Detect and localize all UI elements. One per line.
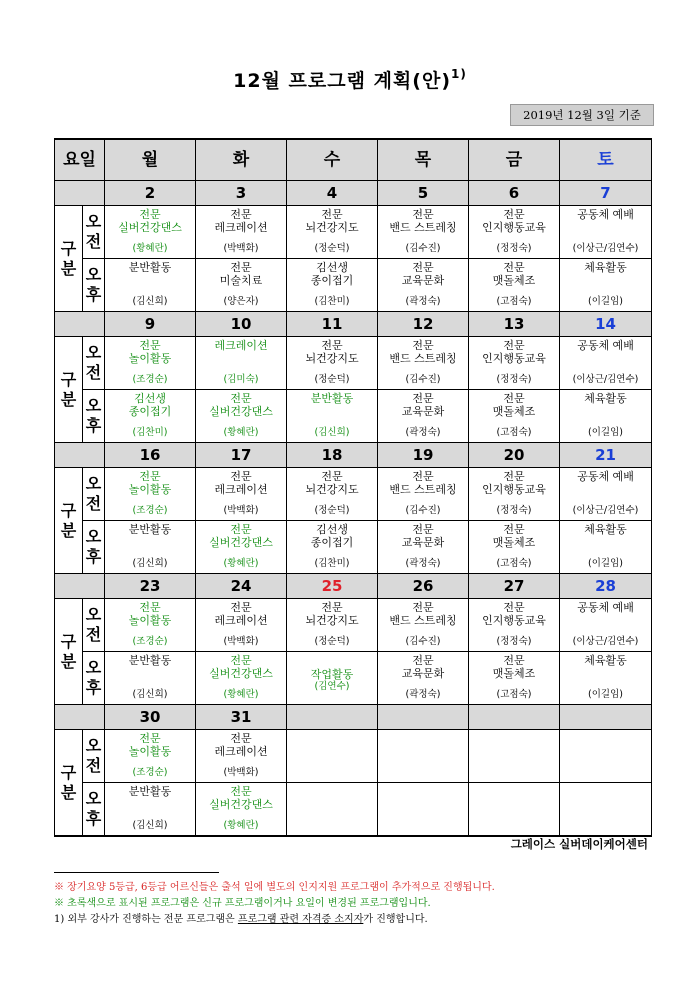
program-name: 전문 놀이활동 xyxy=(128,339,172,365)
instructor-name: (조경순) xyxy=(132,767,168,778)
instructor-name: (김신희) xyxy=(132,689,168,700)
program-cell xyxy=(469,521,560,574)
program-cell xyxy=(469,652,560,705)
instructor-name: (박백화) xyxy=(223,636,259,647)
date-cell: 21 xyxy=(560,443,652,468)
instructor-name: (김연수) xyxy=(314,681,350,692)
program-name xyxy=(287,783,377,785)
program-name: 전문 미술치료 xyxy=(219,261,263,287)
note-green: ※ 초록색으로 표시된 프로그램은 신규 프로그램이거나 요일이 변경된 프로그램입니다. xyxy=(54,898,431,909)
instructor-name: (조경순) xyxy=(132,374,168,385)
program-cell xyxy=(560,783,652,837)
program-cell xyxy=(196,390,287,443)
program-name: 체육활동 xyxy=(584,654,627,667)
page-title: 12월 프로그램 계획(안)$^{1)}$ xyxy=(233,66,467,92)
date-cell: 17 xyxy=(196,443,287,468)
program-name: 전문 놀이활동 xyxy=(128,601,172,627)
program-name: 체육활동 xyxy=(584,523,627,536)
program-name: 전문 레크레이션 xyxy=(214,601,268,627)
date-cell xyxy=(469,705,560,730)
slot-row-am xyxy=(55,599,652,652)
date-cell: 31 xyxy=(196,705,287,730)
program-cell xyxy=(287,730,378,783)
date-row-spacer xyxy=(55,181,105,206)
program-name: 김선생 종이접기 xyxy=(310,523,354,549)
instructor-name: (황혜란) xyxy=(223,558,259,569)
program-cell xyxy=(287,468,378,521)
instructor-name: (정순덕) xyxy=(314,243,350,254)
program-cell xyxy=(105,468,196,521)
program-cell xyxy=(560,206,652,259)
period-label-pm: 오 후 xyxy=(83,390,105,443)
slot-row-pm xyxy=(55,783,652,837)
program-cell xyxy=(560,337,652,390)
instructor-name: (양은자) xyxy=(223,296,259,307)
program-cell xyxy=(105,652,196,705)
program-name xyxy=(469,783,559,785)
program-name: 레크레이션 xyxy=(214,339,268,352)
instructor-name: (황혜란) xyxy=(223,427,259,438)
instructor-name: (고점숙) xyxy=(496,427,532,438)
program-name: 전문 교육문화 xyxy=(401,261,445,287)
instructor-name: (정정숙) xyxy=(496,243,532,254)
program-cell xyxy=(378,390,469,443)
footnote-divider xyxy=(54,872,219,873)
date-cell: 23 xyxy=(105,574,196,599)
program-name: 전문 인지행동교육 xyxy=(482,470,546,496)
week-date-row xyxy=(55,705,652,730)
program-name: 전문 밴드 스트레칭 xyxy=(389,470,457,496)
program-cell xyxy=(469,730,560,783)
period-label-pm: 오 후 xyxy=(83,783,105,837)
program-name: 전문 교육문화 xyxy=(401,392,445,418)
date-cell xyxy=(560,705,652,730)
slot-row-am xyxy=(55,206,652,259)
gubun-label: 구 분 xyxy=(55,730,83,837)
period-label-am: 오 전 xyxy=(83,730,105,783)
program-cell xyxy=(196,730,287,783)
program-cell xyxy=(196,337,287,390)
program-name: 분반활동 xyxy=(128,654,172,667)
program-name: 작업활동 xyxy=(310,668,354,681)
instructor-name: (고점숙) xyxy=(496,296,532,307)
day-header: 수 xyxy=(287,139,378,181)
program-cell xyxy=(105,390,196,443)
date-cell: 7 xyxy=(560,181,652,206)
date-cell: 5 xyxy=(378,181,469,206)
date-cell: 14 xyxy=(560,312,652,337)
program-cell xyxy=(378,337,469,390)
date-cell: 18 xyxy=(287,443,378,468)
instructor-name: (박백화) xyxy=(223,243,259,254)
program-name: 전문 실버건강댄스 xyxy=(118,208,182,234)
program-name: 공동체 예배 xyxy=(577,339,634,352)
gubun-label: 구 분 xyxy=(55,599,83,705)
organization-name: 그레이스 실버데이케어센터 xyxy=(510,837,648,851)
program-cell xyxy=(105,259,196,312)
instructor-name: (김수진) xyxy=(405,374,441,385)
program-cell xyxy=(287,259,378,312)
day-header: 토 xyxy=(560,139,652,181)
note-external-instructor: 1) 외부 강사가 진행하는 전문 프로그램은 프로그램 관련 자격증 소지자가 진행합니다. xyxy=(54,914,428,925)
program-cell xyxy=(560,652,652,705)
program-cell xyxy=(560,730,652,783)
slot-row-pm xyxy=(55,390,652,443)
program-cell xyxy=(378,652,469,705)
program-cell xyxy=(469,206,560,259)
program-name: 전문 교육문화 xyxy=(401,523,445,549)
instructor-name: (곽정숙) xyxy=(405,427,441,438)
program-name: 전문 인지행동교육 xyxy=(482,208,546,234)
program-cell xyxy=(196,783,287,837)
program-name: 전문 뇌건강지도 xyxy=(305,601,359,627)
program-cell xyxy=(469,390,560,443)
gubun-label: 구 분 xyxy=(55,337,83,443)
program-name: 전문 레크레이션 xyxy=(214,208,268,234)
program-name: 전문 맷돌체조 xyxy=(492,261,536,287)
day-label-header: 요일 xyxy=(55,139,105,181)
program-cell xyxy=(196,599,287,652)
date-cell: 9 xyxy=(105,312,196,337)
period-label-am: 오 전 xyxy=(83,206,105,259)
instructor-name: (김수진) xyxy=(405,636,441,647)
instructor-name: (이상근/김연수) xyxy=(572,636,639,647)
instructor-name: (이길임) xyxy=(588,427,623,438)
program-name: 공동체 예배 xyxy=(577,601,634,614)
date-cell: 25 xyxy=(287,574,378,599)
period-label-am: 오 전 xyxy=(83,599,105,652)
program-name: 체육활동 xyxy=(584,392,627,405)
program-cell xyxy=(378,206,469,259)
program-cell xyxy=(560,259,652,312)
program-name: 전문 밴드 스트레칭 xyxy=(389,208,457,234)
period-label-pm: 오 후 xyxy=(83,652,105,705)
schedule-table xyxy=(54,138,652,837)
program-name xyxy=(560,783,651,785)
program-name: 전문 뇌건강지도 xyxy=(305,470,359,496)
instructor-name: (곽정숙) xyxy=(405,296,441,307)
gubun-label: 구 분 xyxy=(55,206,83,312)
program-cell xyxy=(378,599,469,652)
instructor-name: (김찬미) xyxy=(132,427,168,438)
instructor-name: (이상근/김연수) xyxy=(572,505,639,516)
week-date-row xyxy=(55,574,652,599)
date-cell: 28 xyxy=(560,574,652,599)
program-name: 전문 맷돌체조 xyxy=(492,523,536,549)
instructor-name: (정정숙) xyxy=(496,374,532,385)
slot-row-am xyxy=(55,468,652,521)
instructor-name: (정순덕) xyxy=(314,505,350,516)
instructor-name: (고점숙) xyxy=(496,558,532,569)
day-header: 금 xyxy=(469,139,560,181)
period-label-pm: 오 후 xyxy=(83,259,105,312)
program-name: 공동체 예배 xyxy=(577,470,634,483)
program-cell xyxy=(287,337,378,390)
title-footnote-marker: 1) xyxy=(451,66,467,81)
instructor-name: (황혜란) xyxy=(132,243,168,254)
note-grade: ※ 장기요양 5등급, 6등급 어르신들은 출석 일에 별도의 인지지원 프로그램이 추가적으로 진행됩니다. xyxy=(54,882,495,893)
program-cell xyxy=(287,599,378,652)
program-cell xyxy=(378,259,469,312)
date-cell: 27 xyxy=(469,574,560,599)
program-name: 분반활동 xyxy=(128,261,172,274)
program-name: 전문 교육문화 xyxy=(401,654,445,680)
date-cell: 20 xyxy=(469,443,560,468)
program-name: 공동체 예배 xyxy=(577,208,634,221)
program-cell xyxy=(196,259,287,312)
date-cell: 16 xyxy=(105,443,196,468)
week-date-row xyxy=(55,443,652,468)
date-cell: 30 xyxy=(105,705,196,730)
program-cell xyxy=(378,468,469,521)
date-cell: 26 xyxy=(378,574,469,599)
program-name: 체육활동 xyxy=(584,261,627,274)
program-name: 전문 뇌건강지도 xyxy=(305,339,359,365)
program-cell xyxy=(469,783,560,837)
instructor-name: (김신희) xyxy=(314,427,350,438)
instructor-name: (고점숙) xyxy=(496,689,532,700)
slot-row-pm xyxy=(55,521,652,574)
program-cell xyxy=(196,652,287,705)
date-cell: 2 xyxy=(105,181,196,206)
date-cell: 4 xyxy=(287,181,378,206)
program-cell xyxy=(287,206,378,259)
program-cell xyxy=(287,783,378,837)
program-name: 전문 인지행동교육 xyxy=(482,601,546,627)
date-row-spacer xyxy=(55,705,105,730)
program-cell xyxy=(287,521,378,574)
program-name: 전문 실버건강댄스 xyxy=(209,523,273,549)
instructor-name: (조경순) xyxy=(132,505,168,516)
program-name xyxy=(560,730,651,732)
program-name: 전문 밴드 스트레칭 xyxy=(389,339,457,365)
day-header: 목 xyxy=(378,139,469,181)
program-name: 전문 실버건강댄스 xyxy=(209,654,273,680)
program-name: 전문 레크레이션 xyxy=(214,470,268,496)
week-date-row xyxy=(55,312,652,337)
program-name: 전문 맷돌체조 xyxy=(492,392,536,418)
program-name: 전문 밴드 스트레칭 xyxy=(389,601,457,627)
gubun-label: 구 분 xyxy=(55,468,83,574)
program-cell xyxy=(105,599,196,652)
date-cell: 3 xyxy=(196,181,287,206)
date-cell: 6 xyxy=(469,181,560,206)
program-cell xyxy=(560,390,652,443)
period-label-am: 오 전 xyxy=(83,468,105,521)
instructor-name: (황혜란) xyxy=(223,820,259,831)
date-row-spacer xyxy=(55,443,105,468)
instructor-name: (이길임) xyxy=(588,689,623,700)
program-name xyxy=(378,730,468,732)
program-cell xyxy=(287,390,378,443)
instructor-name: (이상근/김연수) xyxy=(572,243,639,254)
instructor-name: (김신희) xyxy=(132,820,168,831)
program-cell xyxy=(469,468,560,521)
day-header: 화 xyxy=(196,139,287,181)
instructor-name: (정순덕) xyxy=(314,374,350,385)
instructor-name: (곽정숙) xyxy=(405,689,441,700)
instructor-name: (정순덕) xyxy=(314,636,350,647)
program-name: 분반활동 xyxy=(128,785,172,798)
date-row-spacer xyxy=(55,574,105,599)
instructor-name: (정정숙) xyxy=(496,505,532,516)
date-cell xyxy=(378,705,469,730)
instructor-name: (이길임) xyxy=(588,558,623,569)
period-label-am: 오 전 xyxy=(83,337,105,390)
instructor-name: (김찬미) xyxy=(314,558,350,569)
program-name: 김선생 종이접기 xyxy=(310,261,354,287)
program-name: 전문 실버건강댄스 xyxy=(209,785,273,811)
date-row-spacer xyxy=(55,312,105,337)
as-of-date: 2019년 12월 3일 기준 xyxy=(510,104,654,126)
program-name: 전문 놀이활동 xyxy=(128,470,172,496)
footnotes xyxy=(54,880,495,928)
instructor-name: (김미숙) xyxy=(223,374,259,385)
day-header: 월 xyxy=(105,139,196,181)
instructor-name: (박백화) xyxy=(223,505,259,516)
instructor-name: (이길임) xyxy=(588,296,623,307)
program-name: 김선생 종이접기 xyxy=(128,392,172,418)
date-cell: 24 xyxy=(196,574,287,599)
program-cell xyxy=(287,652,378,705)
program-name xyxy=(378,783,468,785)
instructor-name: (박백화) xyxy=(223,767,259,778)
program-name: 전문 레크레이션 xyxy=(214,732,268,758)
slot-row-pm xyxy=(55,259,652,312)
program-cell xyxy=(560,468,652,521)
instructor-name: (곽정숙) xyxy=(405,558,441,569)
program-name: 전문 놀이활동 xyxy=(128,732,172,758)
instructor-name: (김신희) xyxy=(132,558,168,569)
instructor-name: (김신희) xyxy=(132,296,168,307)
program-cell xyxy=(196,206,287,259)
program-cell xyxy=(378,521,469,574)
instructor-name: (조경순) xyxy=(132,636,168,647)
program-cell xyxy=(105,783,196,837)
program-name: 전문 맷돌체조 xyxy=(492,654,536,680)
slot-row-am xyxy=(55,730,652,783)
program-cell xyxy=(105,521,196,574)
program-cell xyxy=(560,521,652,574)
program-cell xyxy=(105,206,196,259)
slot-row-pm xyxy=(55,652,652,705)
instructor-name: (정정숙) xyxy=(496,636,532,647)
program-name: 전문 인지행동교육 xyxy=(482,339,546,365)
slot-row-am xyxy=(55,337,652,390)
instructor-name: (황혜란) xyxy=(223,689,259,700)
date-cell: 12 xyxy=(378,312,469,337)
program-name xyxy=(287,730,377,732)
instructor-name: (김수진) xyxy=(405,505,441,516)
program-name: 분반활동 xyxy=(310,392,354,405)
instructor-name: (김찬미) xyxy=(314,296,350,307)
date-cell: 19 xyxy=(378,443,469,468)
instructor-name: (김수진) xyxy=(405,243,441,254)
date-cell: 13 xyxy=(469,312,560,337)
program-cell xyxy=(469,599,560,652)
program-cell xyxy=(105,730,196,783)
header-row xyxy=(55,139,652,181)
program-name: 전문 뇌건강지도 xyxy=(305,208,359,234)
program-cell xyxy=(378,730,469,783)
instructor-name: (이상근/김연수) xyxy=(572,374,639,385)
program-cell xyxy=(378,783,469,837)
program-cell xyxy=(560,599,652,652)
program-name: 분반활동 xyxy=(128,523,172,536)
program-cell xyxy=(469,259,560,312)
date-cell: 10 xyxy=(196,312,287,337)
program-cell xyxy=(196,521,287,574)
date-cell: 11 xyxy=(287,312,378,337)
program-name xyxy=(469,730,559,732)
date-cell xyxy=(287,705,378,730)
program-name: 전문 실버건강댄스 xyxy=(209,392,273,418)
program-cell xyxy=(196,468,287,521)
program-cell xyxy=(469,337,560,390)
program-cell xyxy=(105,337,196,390)
week-date-row xyxy=(55,181,652,206)
period-label-pm: 오 후 xyxy=(83,521,105,574)
